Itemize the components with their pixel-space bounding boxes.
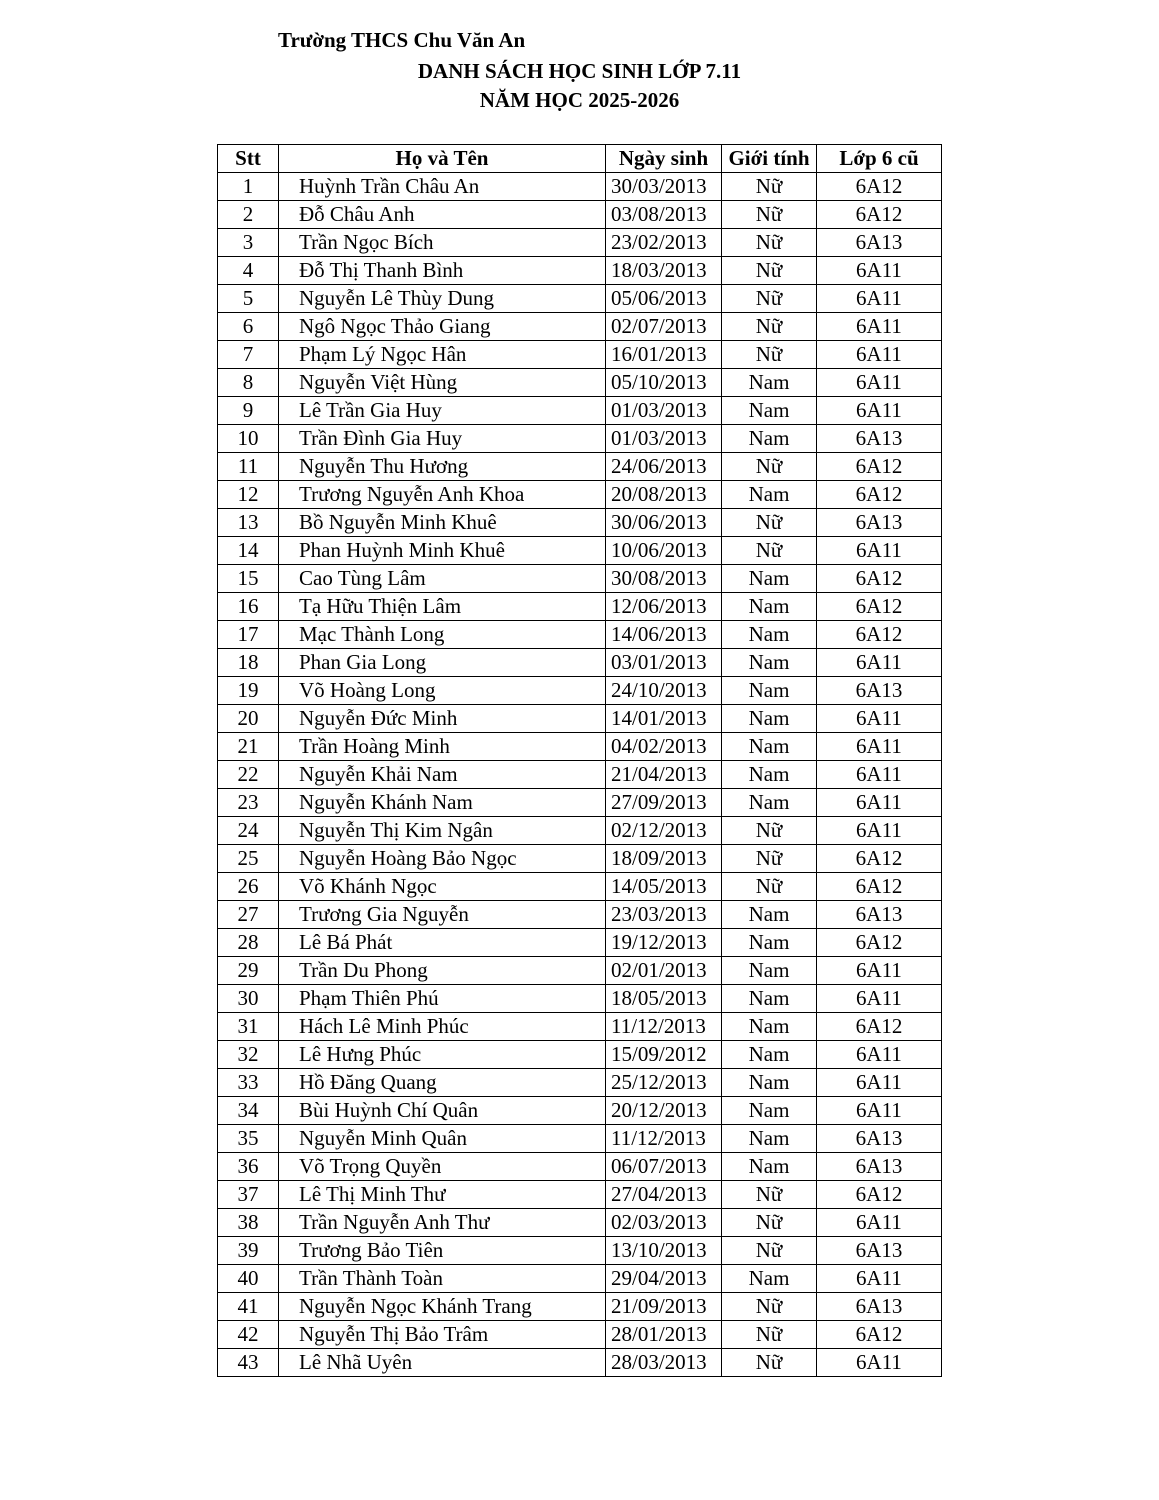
table-row: [218, 1097, 942, 1125]
cell-old-class: 6A13: [817, 509, 942, 537]
cell-gender: Nữ: [722, 1181, 817, 1209]
cell-stt: 8: [218, 369, 279, 397]
cell-name: Trương Nguyễn Anh Khoa: [279, 481, 606, 509]
cell-name: Hách Lê Minh Phúc: [279, 1013, 606, 1041]
cell-old-class: 6A11: [817, 285, 942, 313]
cell-birthdate: 23/02/2013: [606, 229, 722, 257]
cell-stt: 24: [218, 817, 279, 845]
cell-gender: Nữ: [722, 873, 817, 901]
cell-birthdate: 01/03/2013: [606, 425, 722, 453]
table-row: [218, 1237, 942, 1265]
cell-stt: 26: [218, 873, 279, 901]
cell-name: Nguyễn Đức Minh: [279, 705, 606, 733]
cell-gender: Nam: [722, 677, 817, 705]
cell-stt: 10: [218, 425, 279, 453]
cell-old-class: 6A12: [817, 453, 942, 481]
cell-name: Nguyễn Ngọc Khánh Trang: [279, 1293, 606, 1321]
cell-birthdate: 15/09/2012: [606, 1041, 722, 1069]
cell-gender: Nữ: [722, 201, 817, 229]
cell-name: Ngô Ngọc Thảo Giang: [279, 313, 606, 341]
cell-stt: 4: [218, 257, 279, 285]
table-row: [218, 929, 942, 957]
cell-old-class: 6A11: [817, 397, 942, 425]
cell-old-class: 6A12: [817, 929, 942, 957]
cell-gender: Nam: [722, 649, 817, 677]
cell-gender: Nam: [722, 761, 817, 789]
cell-name: Phạm Thiên Phú: [279, 985, 606, 1013]
cell-gender: Nữ: [722, 845, 817, 873]
student-list-table: [217, 144, 942, 1377]
cell-birthdate: 05/06/2013: [606, 285, 722, 313]
cell-old-class: 6A11: [817, 789, 942, 817]
cell-gender: Nam: [722, 1265, 817, 1293]
cell-gender: Nữ: [722, 285, 817, 313]
cell-old-class: 6A11: [817, 313, 942, 341]
cell-birthdate: 04/02/2013: [606, 733, 722, 761]
cell-gender: Nam: [722, 985, 817, 1013]
cell-name: Nguyễn Thị Kim Ngân: [279, 817, 606, 845]
cell-gender: Nam: [722, 1013, 817, 1041]
cell-stt: 14: [218, 537, 279, 565]
cell-birthdate: 25/12/2013: [606, 1069, 722, 1097]
cell-stt: 23: [218, 789, 279, 817]
cell-stt: 19: [218, 677, 279, 705]
cell-birthdate: 02/12/2013: [606, 817, 722, 845]
cell-old-class: 6A11: [817, 705, 942, 733]
table-row: [218, 957, 942, 985]
cell-stt: 2: [218, 201, 279, 229]
cell-name: Lê Hưng Phúc: [279, 1041, 606, 1069]
cell-stt: 15: [218, 565, 279, 593]
school-name: Trường THCS Chu Văn An: [278, 28, 526, 52]
cell-birthdate: 02/01/2013: [606, 957, 722, 985]
cell-old-class: 6A11: [817, 1097, 942, 1125]
table-row: [218, 509, 942, 537]
cell-birthdate: 03/01/2013: [606, 649, 722, 677]
cell-stt: 37: [218, 1181, 279, 1209]
cell-gender: Nữ: [722, 1293, 817, 1321]
cell-name: Nguyễn Khánh Nam: [279, 789, 606, 817]
cell-old-class: 6A11: [817, 985, 942, 1013]
cell-old-class: 6A12: [817, 565, 942, 593]
table-row: [218, 425, 942, 453]
table-row: [218, 257, 942, 285]
cell-birthdate: 16/01/2013: [606, 341, 722, 369]
cell-name: Nguyễn Thu Hương: [279, 453, 606, 481]
cell-birthdate: 19/12/2013: [606, 929, 722, 957]
table-row: [218, 593, 942, 621]
table-row: [218, 229, 942, 257]
table-row: [218, 873, 942, 901]
cell-gender: Nữ: [722, 509, 817, 537]
cell-birthdate: 11/12/2013: [606, 1125, 722, 1153]
cell-birthdate: 02/07/2013: [606, 313, 722, 341]
cell-birthdate: 30/06/2013: [606, 509, 722, 537]
cell-stt: 29: [218, 957, 279, 985]
cell-birthdate: 03/08/2013: [606, 201, 722, 229]
cell-name: Đỗ Châu Anh: [279, 201, 606, 229]
cell-name: Phan Gia Long: [279, 649, 606, 677]
cell-stt: 12: [218, 481, 279, 509]
cell-gender: Nữ: [722, 313, 817, 341]
cell-name: Trần Nguyễn Anh Thư: [279, 1209, 606, 1237]
cell-stt: 16: [218, 593, 279, 621]
cell-gender: Nam: [722, 901, 817, 929]
cell-birthdate: 14/06/2013: [606, 621, 722, 649]
cell-old-class: 6A12: [817, 1013, 942, 1041]
table-row: [218, 761, 942, 789]
cell-name: Nguyễn Thị Bảo Trâm: [279, 1321, 606, 1349]
cell-stt: 22: [218, 761, 279, 789]
cell-birthdate: 12/06/2013: [606, 593, 722, 621]
cell-name: Nguyễn Việt Hùng: [279, 369, 606, 397]
cell-old-class: 6A12: [817, 621, 942, 649]
cell-birthdate: 18/05/2013: [606, 985, 722, 1013]
table-row: [218, 901, 942, 929]
cell-name: Đỗ Thị Thanh Bình: [279, 257, 606, 285]
cell-old-class: 6A13: [817, 229, 942, 257]
cell-old-class: 6A11: [817, 1041, 942, 1069]
cell-old-class: 6A11: [817, 257, 942, 285]
cell-old-class: 6A12: [817, 201, 942, 229]
column-header-old-class: Lớp 6 cũ: [817, 145, 942, 173]
cell-gender: Nữ: [722, 453, 817, 481]
cell-gender: Nam: [722, 705, 817, 733]
cell-old-class: 6A11: [817, 733, 942, 761]
cell-birthdate: 27/04/2013: [606, 1181, 722, 1209]
table-row: [218, 537, 942, 565]
cell-stt: 20: [218, 705, 279, 733]
table-row: [218, 1181, 942, 1209]
cell-stt: 9: [218, 397, 279, 425]
cell-name: Mạc Thành Long: [279, 621, 606, 649]
cell-birthdate: 14/01/2013: [606, 705, 722, 733]
cell-old-class: 6A13: [817, 1125, 942, 1153]
cell-gender: Nữ: [722, 341, 817, 369]
cell-birthdate: 13/10/2013: [606, 1237, 722, 1265]
cell-gender: Nam: [722, 1041, 817, 1069]
cell-stt: 27: [218, 901, 279, 929]
cell-old-class: 6A11: [817, 1069, 942, 1097]
cell-stt: 34: [218, 1097, 279, 1125]
cell-birthdate: 18/09/2013: [606, 845, 722, 873]
cell-old-class: 6A11: [817, 1349, 942, 1377]
cell-birthdate: 18/03/2013: [606, 257, 722, 285]
table-row: [218, 649, 942, 677]
column-header-gender: Giới tính: [722, 145, 817, 173]
cell-gender: Nam: [722, 565, 817, 593]
cell-stt: 42: [218, 1321, 279, 1349]
table-body: [218, 173, 942, 1377]
cell-stt: 32: [218, 1041, 279, 1069]
cell-gender: Nữ: [722, 257, 817, 285]
cell-old-class: 6A12: [817, 481, 942, 509]
cell-name: Trần Hoàng Minh: [279, 733, 606, 761]
cell-name: Trần Đình Gia Huy: [279, 425, 606, 453]
cell-old-class: 6A11: [817, 957, 942, 985]
cell-stt: 11: [218, 453, 279, 481]
table-header-row: [218, 145, 942, 173]
cell-name: Nguyễn Lê Thùy Dung: [279, 285, 606, 313]
document-title: [0, 59, 1159, 84]
cell-name: Trần Thành Toàn: [279, 1265, 606, 1293]
table-row: [218, 985, 942, 1013]
cell-birthdate: 30/08/2013: [606, 565, 722, 593]
cell-gender: Nam: [722, 1125, 817, 1153]
cell-gender: Nữ: [722, 1209, 817, 1237]
cell-stt: 43: [218, 1349, 279, 1377]
cell-stt: 33: [218, 1069, 279, 1097]
cell-gender: Nam: [722, 425, 817, 453]
cell-gender: Nữ: [722, 537, 817, 565]
cell-birthdate: 24/10/2013: [606, 677, 722, 705]
cell-name: Phan Huỳnh Minh Khuê: [279, 537, 606, 565]
cell-birthdate: 21/04/2013: [606, 761, 722, 789]
cell-name: Nguyễn Minh Quân: [279, 1125, 606, 1153]
cell-old-class: 6A13: [817, 1237, 942, 1265]
cell-birthdate: 30/03/2013: [606, 173, 722, 201]
cell-name: Phạm Lý Ngọc Hân: [279, 341, 606, 369]
cell-old-class: 6A11: [817, 817, 942, 845]
cell-birthdate: 20/12/2013: [606, 1097, 722, 1125]
cell-name: Nguyễn Khải Nam: [279, 761, 606, 789]
table-row: [218, 201, 942, 229]
table-row: [218, 397, 942, 425]
cell-stt: 41: [218, 1293, 279, 1321]
table-row: [218, 845, 942, 873]
cell-birthdate: 05/10/2013: [606, 369, 722, 397]
cell-gender: Nữ: [722, 817, 817, 845]
column-header-stt: Stt: [218, 145, 279, 173]
cell-name: Lê Nhã Uyên: [279, 1349, 606, 1377]
cell-name: Bồ Nguyễn Minh Khuê: [279, 509, 606, 537]
cell-name: Trương Bảo Tiên: [279, 1237, 606, 1265]
cell-birthdate: 27/09/2013: [606, 789, 722, 817]
cell-stt: 28: [218, 929, 279, 957]
table-row: [218, 1069, 942, 1097]
cell-old-class: 6A11: [817, 649, 942, 677]
cell-stt: 13: [218, 509, 279, 537]
cell-gender: Nam: [722, 1069, 817, 1097]
table-row: [218, 1265, 942, 1293]
cell-stt: 38: [218, 1209, 279, 1237]
table-row: [218, 1153, 942, 1181]
cell-birthdate: 28/01/2013: [606, 1321, 722, 1349]
cell-birthdate: 23/03/2013: [606, 901, 722, 929]
cell-name: Trần Ngọc Bích: [279, 229, 606, 257]
cell-stt: 5: [218, 285, 279, 313]
cell-gender: Nam: [722, 397, 817, 425]
cell-birthdate: 11/12/2013: [606, 1013, 722, 1041]
cell-stt: 40: [218, 1265, 279, 1293]
cell-gender: Nam: [722, 1097, 817, 1125]
table-row: [218, 1125, 942, 1153]
table-row: [218, 1209, 942, 1237]
cell-birthdate: 02/03/2013: [606, 1209, 722, 1237]
cell-gender: Nữ: [722, 1349, 817, 1377]
table-row: [218, 621, 942, 649]
cell-old-class: 6A13: [817, 1153, 942, 1181]
table-row: [218, 733, 942, 761]
cell-gender: Nữ: [722, 229, 817, 257]
table-row: [218, 565, 942, 593]
cell-name: Trương Gia Nguyễn: [279, 901, 606, 929]
cell-birthdate: 14/05/2013: [606, 873, 722, 901]
cell-gender: Nữ: [722, 173, 817, 201]
table-row: [218, 1349, 942, 1377]
table-row: [218, 173, 942, 201]
cell-stt: 30: [218, 985, 279, 1013]
cell-stt: 31: [218, 1013, 279, 1041]
cell-stt: 6: [218, 313, 279, 341]
cell-name: Huỳnh Trần Châu An: [279, 173, 606, 201]
cell-old-class: 6A11: [817, 369, 942, 397]
cell-name: Bùi Huỳnh Chí Quân: [279, 1097, 606, 1125]
cell-gender: Nam: [722, 957, 817, 985]
table-row: [218, 369, 942, 397]
cell-birthdate: 20/08/2013: [606, 481, 722, 509]
table-row: [218, 313, 942, 341]
cell-name: Lê Thị Minh Thư: [279, 1181, 606, 1209]
cell-name: Võ Hoàng Long: [279, 677, 606, 705]
table-row: [218, 705, 942, 733]
cell-stt: 17: [218, 621, 279, 649]
cell-old-class: 6A12: [817, 1181, 942, 1209]
cell-gender: Nam: [722, 369, 817, 397]
cell-old-class: 6A11: [817, 1209, 942, 1237]
column-header-birthdate: Ngày sinh: [606, 145, 722, 173]
cell-birthdate: 06/07/2013: [606, 1153, 722, 1181]
cell-stt: 21: [218, 733, 279, 761]
cell-birthdate: 01/03/2013: [606, 397, 722, 425]
cell-old-class: 6A12: [817, 1321, 942, 1349]
column-header-name: Họ và Tên: [279, 145, 606, 173]
table-row: [218, 817, 942, 845]
cell-gender: Nam: [722, 593, 817, 621]
table-row: [218, 677, 942, 705]
cell-gender: Nữ: [722, 1237, 817, 1265]
cell-name: Lê Trần Gia Huy: [279, 397, 606, 425]
table-row: [218, 1321, 942, 1349]
cell-birthdate: 21/09/2013: [606, 1293, 722, 1321]
cell-birthdate: 29/04/2013: [606, 1265, 722, 1293]
cell-stt: 1: [218, 173, 279, 201]
cell-old-class: 6A11: [817, 537, 942, 565]
cell-name: Hồ Đăng Quang: [279, 1069, 606, 1097]
table-row: [218, 285, 942, 313]
cell-name: Võ Khánh Ngọc: [279, 873, 606, 901]
cell-old-class: 6A12: [817, 593, 942, 621]
cell-birthdate: 10/06/2013: [606, 537, 722, 565]
cell-old-class: 6A13: [817, 425, 942, 453]
table-row: [218, 1293, 942, 1321]
cell-old-class: 6A12: [817, 873, 942, 901]
cell-stt: 7: [218, 341, 279, 369]
cell-gender: Nữ: [722, 1321, 817, 1349]
table-row: [218, 1041, 942, 1069]
cell-old-class: 6A11: [817, 1265, 942, 1293]
table-row: [218, 453, 942, 481]
cell-name: Tạ Hữu Thiện Lâm: [279, 593, 606, 621]
cell-name: Nguyễn Hoàng Bảo Ngọc: [279, 845, 606, 873]
table-row: [218, 341, 942, 369]
cell-old-class: 6A13: [817, 1293, 942, 1321]
cell-stt: 3: [218, 229, 279, 257]
school-year: NĂM HỌC 2025-2026: [479, 88, 680, 112]
cell-old-class: 6A13: [817, 901, 942, 929]
document-title-text: DANH SÁCH HỌC SINH LỚP 7.11: [417, 59, 742, 83]
cell-old-class: 6A12: [817, 845, 942, 873]
cell-old-class: 6A13: [817, 677, 942, 705]
table-row: [218, 1013, 942, 1041]
cell-name: Trần Du Phong: [279, 957, 606, 985]
cell-name: Lê Bá Phát: [279, 929, 606, 957]
cell-gender: Nam: [722, 1153, 817, 1181]
cell-gender: Nam: [722, 789, 817, 817]
cell-stt: 35: [218, 1125, 279, 1153]
cell-name: Cao Tùng Lâm: [279, 565, 606, 593]
cell-gender: Nam: [722, 733, 817, 761]
cell-old-class: 6A12: [817, 173, 942, 201]
cell-birthdate: 24/06/2013: [606, 453, 722, 481]
cell-stt: 36: [218, 1153, 279, 1181]
cell-stt: 39: [218, 1237, 279, 1265]
cell-stt: 18: [218, 649, 279, 677]
cell-stt: 25: [218, 845, 279, 873]
cell-birthdate: 28/03/2013: [606, 1349, 722, 1377]
cell-gender: Nam: [722, 621, 817, 649]
table-row: [218, 789, 942, 817]
cell-old-class: 6A11: [817, 341, 942, 369]
table-row: [218, 481, 942, 509]
cell-old-class: 6A11: [817, 761, 942, 789]
cell-gender: Nam: [722, 481, 817, 509]
cell-name: Võ Trọng Quyền: [279, 1153, 606, 1181]
cell-gender: Nam: [722, 929, 817, 957]
